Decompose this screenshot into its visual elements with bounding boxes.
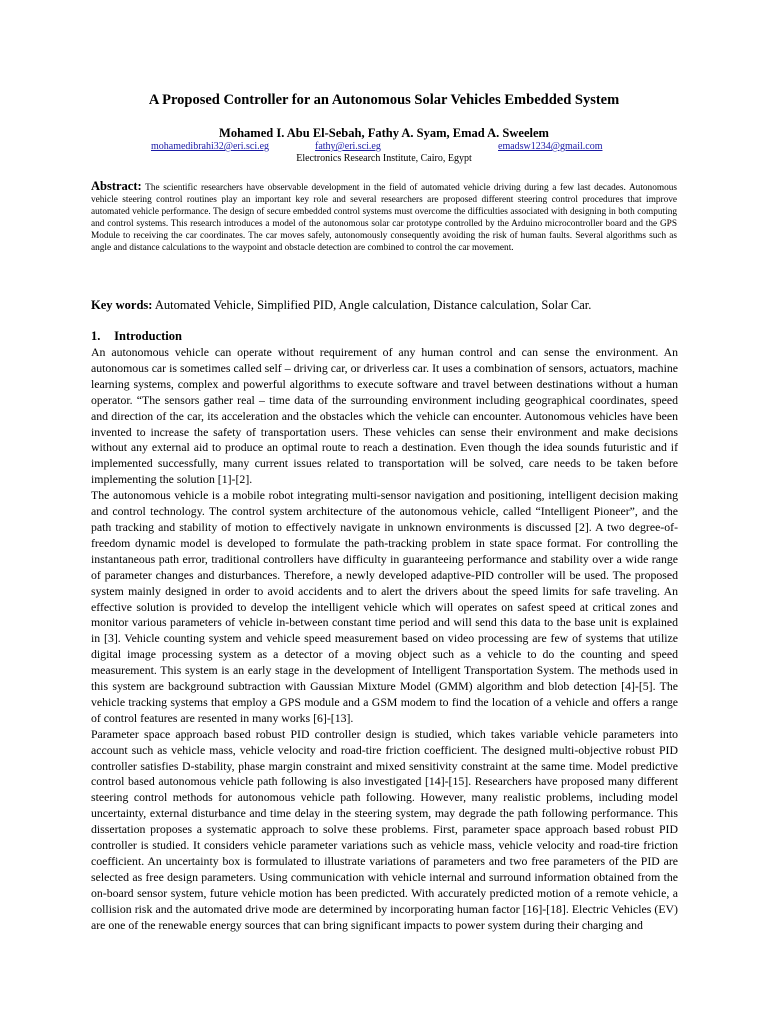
paragraph: An autonomous vehicle can operate without requirement of any human control and can sense the environment. An autonomous car is sometimes called self – driving car, or driverless car. It uses a combination of sensors, actuators, machine learning systems, complex and powerful algorithms to execute software and travel between destinations without a human operator. “The sensors gather real – time data of the surrounding environment including geographical coordinates, speed and direction of the car, its acceleration and the obstacles which the vehicle can encounter. Autonomous vehicles have been invented to increase the safety of transportation users. These vehicles can sense their environment and make decisions without any external aid to produce an optimal route to reach a destination. Even though the idea sounds futuristic and if implemented successfully, many current issues related to transportation will be solved, care needs to be taken before implementing the solution [1]-[2]. (91, 345, 678, 487)
author-list: Mohamed I. Abu El-Sebah, Fathy A. Syam, Emad A. Sweelem (219, 126, 549, 140)
email-link-2[interactable]: fathy@eri.sci.eg (315, 141, 381, 152)
paragraph: The autonomous vehicle is a mobile robot integrating multi-sensor navigation and positioning, intelligent decision making and control technology. The control system architecture of the autonomous vehicle, called “Intelligent Pioneer”, and the path tracking and stability of motion to effectively navigate in unknown environments is discussed [2]. A two degree-of-freedom dynamic model is developed to formulate the path-tracking problem in state space format. For controlling the instantaneous path error, traditional controllers have difficulty in guaranteeing performance and stability over a wide range of parameter changes and disturbances. Therefore, a newly developed adaptive-PID controller will be used. The proposed system mainly designed in order to avoid accidents and to alert the drivers about the speed limits for safe traveling. An effective solution is provided to develop the intelligent vehicle which will operates on safest speed at critical zones and monitor various parameters of vehicle in-between constant time period and will send this data to the base unit is explained in [3]. Vehicle counting system and vehicle speed measurement based on video processing are few of systems that utilize digital image processing system as a detector of a moving object such as a vehicle to do the counting and speed measurement. This system is an early stage in the development of Intelligent Transportation System. The methods used in this system are background subtraction with Gaussian Mixture Model (GMM) algorithm and blob detection [4]-[5]. The vehicle tracking systems that employ a GPS module and a GSM modem to find the location of a vehicle and offers a range of control features are resented in many works [6]-[13]. (91, 488, 678, 725)
email-link-3[interactable] (424, 141, 602, 152)
abstract-text: The scientific researchers have observable development in the field of automated vehicle driving during a few last decades. Autonomous vehicle steering control routines play an important key role and several researchers are proposed different steering control procedures that improve automated vehicle performance. The design of secure embedded control systems must overcome the difficulties associated with designing in both computing and control systems. This research introduces a model of the autonomous solar car prototype controlled by the Arduino microcontroller board and the GPS Module to receiving the car coordinates. The car moves safely, autonomously consequently avoiding the risk of human faults. Several algorithms such as angle and distance calculations to the waypoint and obstacle detection are combined to control the car movement. (91, 183, 678, 254)
abstract (91, 180, 677, 255)
section-heading (91, 329, 182, 344)
section-number: 1. (91, 329, 101, 343)
section-body (91, 345, 678, 934)
abstract-label: Abstract: (91, 179, 142, 193)
paragraph: Parameter space approach based robust PID controller design is studied, which takes variable vehicle parameters into account such as vehicle mass, vehicle velocity and road-tire friction coefficient. The designed multi-objective robust PID controller satisfies D-stability, phase margin constraint and mixed sensitivity constraint at the same time. Model predictive control based autonomous vehicle path following is also investigated [14]-[15]. Researchers have proposed many different steering control methods for autonomous vehicle path following. However, many realistic problems, including model uncertainty, external disturbance and time delay in the steering system, may degrade the path following performance. This dissertation proposes a systematic approach to solve these problems. First, parameter space approach based robust PID controller is studied. It considers vehicle parameter variations such as vehicle mass, vehicle velocity and road-tire friction coefficient. An uncertainty box is formulated to illustrate variations of parameters and two free parameters of the PID are selected as free design parameters. Using communication with vehicle internal and surround information obtained from the on-board sensor system, future vehicle motion has been predicted. With accurately predicted motion of a remote vehicle, a collision risk and the automated drive mode are determined by incorporating human factor [16]-[18]. Electric Vehicles (EV) are one of the renewable energy sources that can bring significant impacts to power system during their charging and (91, 726, 678, 932)
keywords-label: Key words: (91, 298, 153, 312)
affiliation: Electronics Research Institute, Cairo, Egypt (296, 153, 472, 164)
email-link-3-text: emadsw1234@gmail.com (498, 141, 603, 152)
email-link-1[interactable]: mohamedibrahi32@eri.sci.eg (151, 141, 270, 152)
section-title: Introduction (114, 329, 182, 343)
keywords-text: Automated Vehicle, Simplified PID, Angle calculation, Distance calculation, Solar Car. (154, 298, 592, 312)
keywords (91, 298, 691, 313)
paper-title: A Proposed Controller for an Autonomous Solar Vehicles Embedded System (148, 92, 620, 108)
